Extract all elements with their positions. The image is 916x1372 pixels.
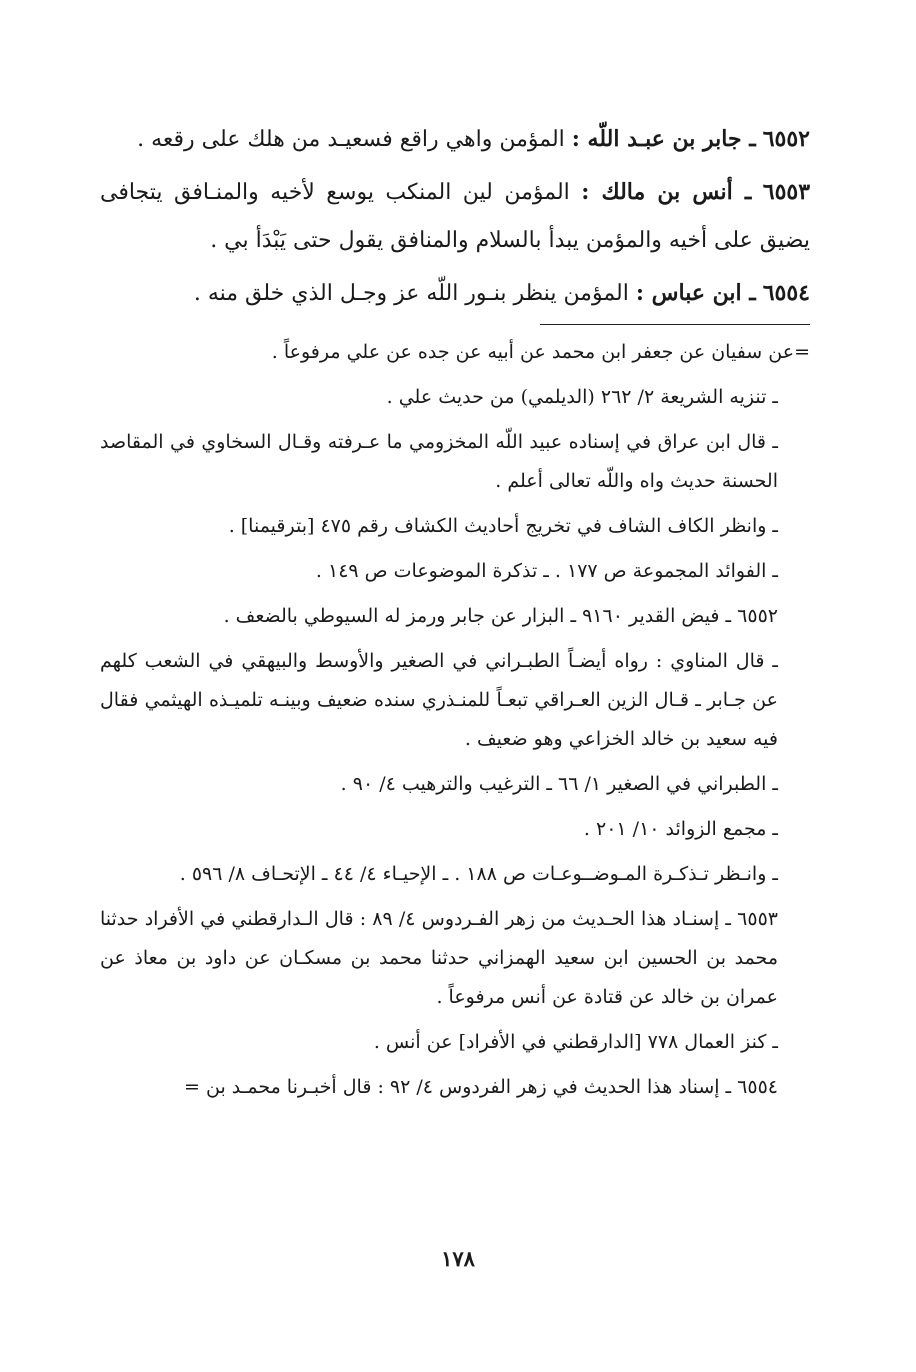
page-body xyxy=(100,115,810,1315)
hadith-text: المؤمن لين المنكب يوسع لأخيه والمنـافق يتجافى يضيق على أخيه والمؤمن يبدأ بالسلام والمنافق يقول حتى يَبْدَأ بي . xyxy=(100,180,810,253)
footnote-divider xyxy=(540,324,810,325)
hadith-narrator: ـ جابر بن عبـد اللّه : xyxy=(571,126,756,152)
hadith-number: ٦٥٥٣ xyxy=(762,179,811,205)
footnote-6553: ٦٥٥٣ ـ إسنـاد هذا الحـديث من زهر الفـردوس ٤/ ٨٩ : قال الـدارقطني في الأفراد حدثنا محمد بن الحسين ابن سعيد الهمزاني حدثنا محمد بن مسكـان عن داود بن معاذ عن عمران بن خالد عن قتادة عن أنس مرفوعاً . xyxy=(100,908,778,1008)
hadith-number: ٦٥٥٢ xyxy=(762,126,810,152)
footnote-line: ـ وانظر الكاف الشاف في تخريج أحاديث الكشاف رقم ٤٧٥ [بترقيمنا] . xyxy=(228,515,778,537)
hadith-6554 xyxy=(100,269,810,318)
footnote-line: ـ قال المناوي : رواه أيضـاً الطبـراني في الصغير والأوسط والبيهقي في الشعب كلهم عن جـابر ـ قـال الزين العـراقي تبعـاً للمنـذري سنده ضعيف وبينـه تلميـذه الهيثمي فقال فيه سعيد بن خالد الخزاعي وهو ضعيف . xyxy=(100,650,778,750)
footnote-6554: ٦٥٥٤ ـ إسناد هذا الحديث في زهر الفردوس ٤/ ٩٢ : قال أخبـرنا محمـد بن = xyxy=(184,1076,778,1098)
hadith-narrator: ـ أنس بن مالك : xyxy=(581,179,752,205)
hadith-number: ٦٥٥٤ xyxy=(762,280,810,306)
footnote-line: ـ وانـظر تـذكـرة المـوضــوعـات ص ١٨٨ . ـ الإحيـاء ٤/ ٤٤ ـ الإتحـاف ٨/ ٥٩٦ . xyxy=(179,863,778,885)
footnote-line: ـ تنزيه الشريعة ٢/ ٢٦٢ (الديلمي) من حديث علي . xyxy=(386,386,778,408)
footnote-line: ـ مجمع الزوائد ١٠/ ٢٠١ . xyxy=(583,818,778,840)
footnote-line: ـ قال ابن عراق في إسناده عبيد اللّه المخزومي ما عـرفته وقـال السخاوي في المقاصد الحسنة حديث واه واللّه تعالى أعلم . xyxy=(100,431,778,492)
footnote-6552: ٦٥٥٢ ـ فيض القدير ٩١٦٠ ـ البزار عن جابر ورمز له السيوطي بالضعف . xyxy=(223,605,778,627)
hadith-text: المؤمن واهي راقع فسعيـد من هلك على رقعه . xyxy=(137,127,565,152)
footnote-line: ـ كنز العمال ٧٧٨ [الدارقطني في الأفراد] عن أنس . xyxy=(373,1031,778,1053)
footnote-line: =عن سفيان عن جعفر ابن محمد عن أبيه عن جده عن علي مرفوعاً . xyxy=(271,341,810,363)
footnote-line: ـ الفوائد المجموعة ص ١٧٧ . ـ تذكرة الموضوعات ص ١٤٩ . xyxy=(315,560,778,582)
hadith-6552 xyxy=(100,115,810,164)
hadith-text: المؤمن ينظر بنـور اللّه عز وجـل الذي خلق منه . xyxy=(193,281,629,306)
footnote-line: ـ الطبراني في الصغير ١/ ٦٦ ـ الترغيب والترهيب ٤/ ٩٠ . xyxy=(340,773,778,795)
hadith-narrator: ـ ابن عباس : xyxy=(635,280,756,306)
hadith-6553 xyxy=(100,168,810,265)
page-number: ١٧٨ xyxy=(441,1246,475,1271)
